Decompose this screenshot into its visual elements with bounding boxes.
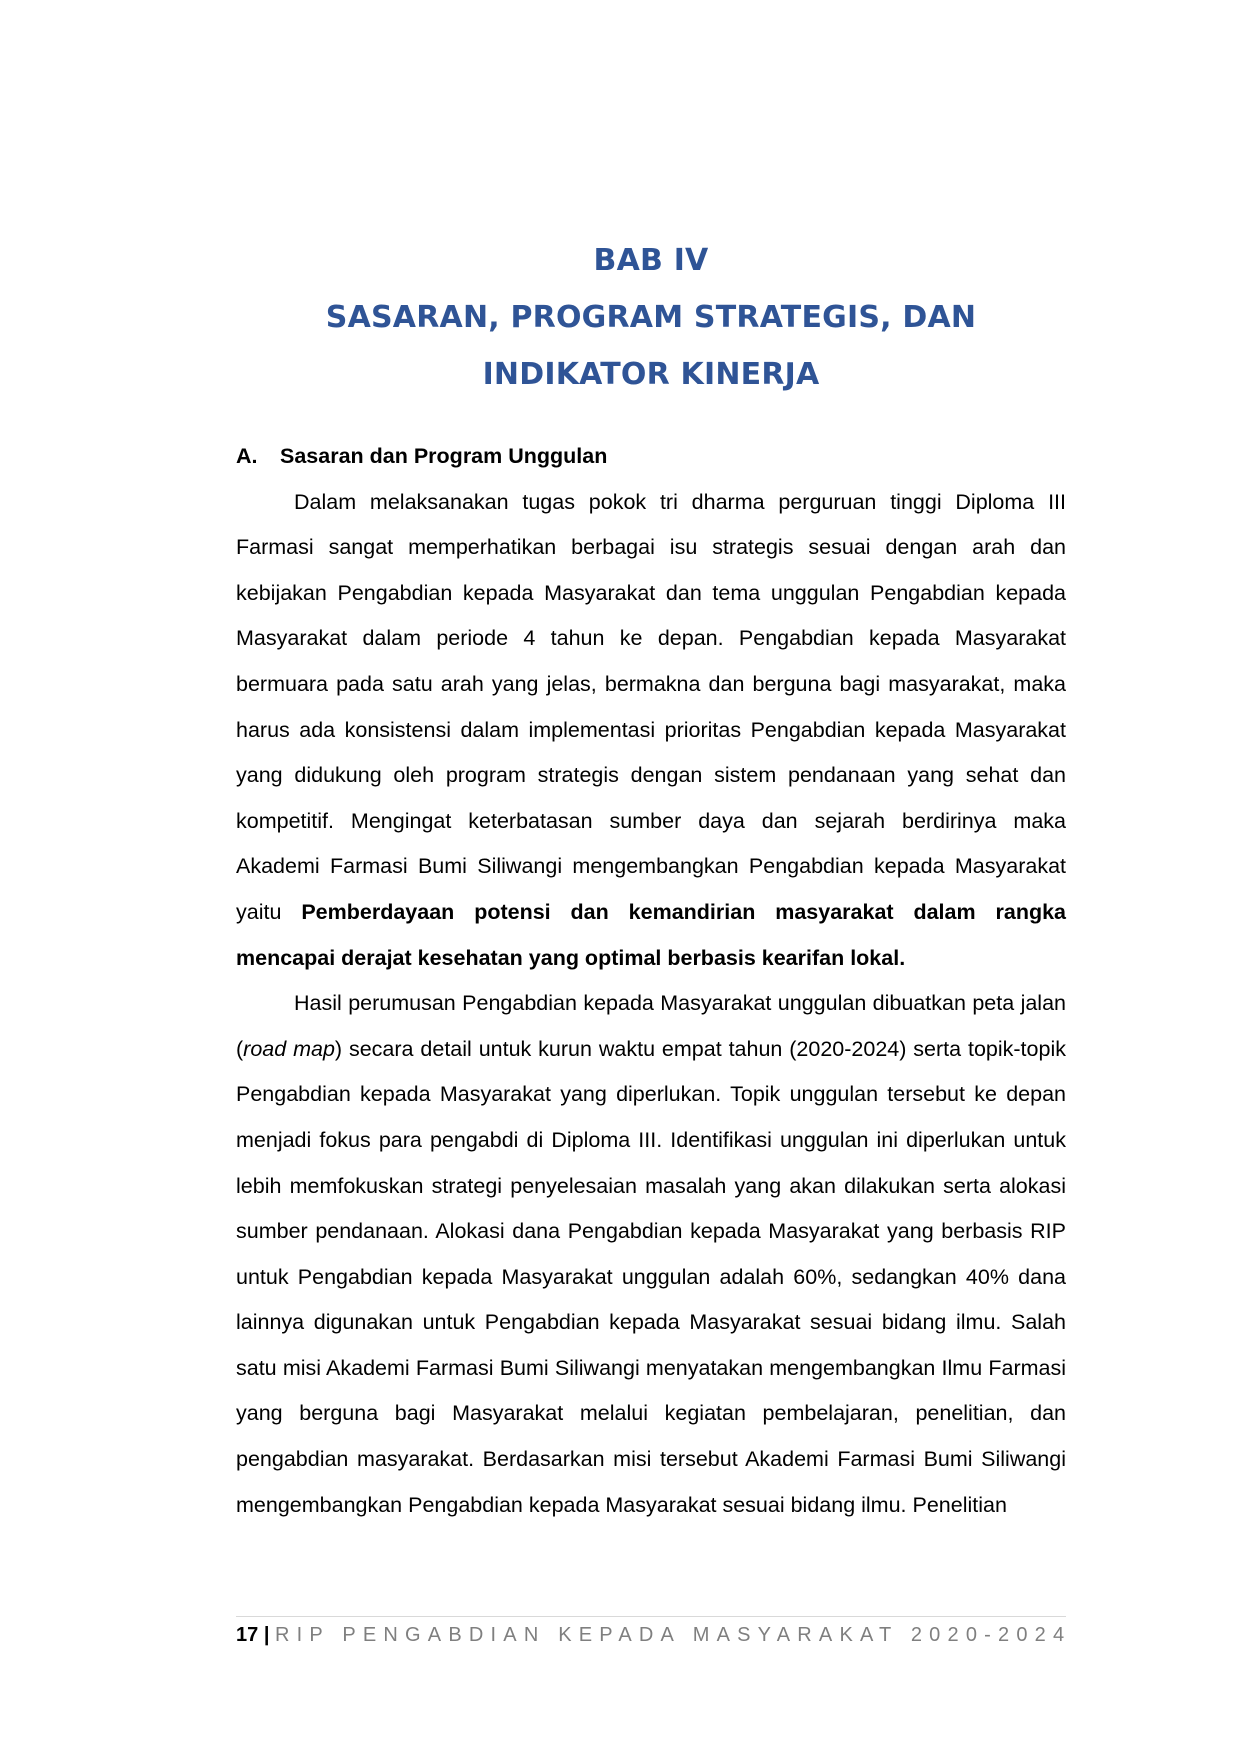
chapter-number: BAB IV (593, 243, 709, 278)
footer-title: RIP PENGABDIAN KEPADA MASYARAKAT 2020-2024 (274, 1624, 1072, 1646)
paragraph-2-text-after: ) secara detail untuk kurun waktu empat tahun (2020-2024) serta topik-topik Pengabdian kepada Masyarakat yang diperlukan. Topik unggulan tersebut ke depan menjadi fokus para pengabdi di Diploma III. Identifikasi unggulan ini diperlukan untuk lebih memfokuskan strategi penyelesaian masalah yang akan dilakukan serta alokasi sumber pendanaan. Alokasi dana Pengabdian kepada Masyarakat yang berbasis RIP untuk Pengabdian kepada Masyarakat unggulan adalah 60%, sedangkan 40% dana lainnya digunakan untuk Pengabdian kepada Masyarakat sesuai bidang ilmu. Salah satu misi Akademi Farmasi Bumi Siliwangi menyatakan mengembangkan Ilmu Farmasi yang berguna bagi Masyarakat melalui kegiatan pembelajaran, penelitian, dan pengabdian masyarakat. Berdasarkan misi tersebut Akademi Farmasi Bumi Siliwangi mengembangkan Pengabdian kepada Masyarakat sesuai bidang ilmu. Penelitian (236, 1036, 1066, 1517)
paragraph-2 (236, 981, 1066, 1528)
chapter-title-line-2: INDIKATOR KINERJA (482, 357, 820, 392)
chapter-title-line-1: SASARAN, PROGRAM STRATEGIS, DAN (325, 300, 977, 335)
page-number: 17 (236, 1624, 259, 1646)
footer-separator: | (263, 1624, 270, 1646)
document-body (236, 434, 1066, 1528)
paragraph-2-italic-text: road map (243, 1036, 335, 1061)
paragraph-1-bold-text: Pemberdayaan potensi dan kemandirian masyarakat dalam rangka mencapai derajat kesehatan yang optimal berbasis kearifan lokal. (236, 899, 1067, 970)
section-title: Sasaran dan Program Unggulan (280, 444, 608, 468)
section-number: A. (236, 444, 258, 468)
paragraph-1 (236, 480, 1066, 982)
footer-divider (236, 1616, 1066, 1617)
paragraph-2-text-before: Hasil perumusan Pengabdian kepada Masyarakat unggulan dibuatkan peta jalan ( (236, 991, 1066, 1061)
chapter-heading (236, 232, 1066, 403)
paragraph-1-text: Dalam melaksanakan tugas pokok tri dharma perguruan tinggi Diploma III Farmasi sangat memperhatikan berbagai isu strategis sesuai dengan arah dan kebijakan Pengabdian kepada Masyarakat dan tema unggulan Pengabdian kepada Masyarakat dalam periode 4 tahun ke depan. Pengabdian kepada Masyarakat bermuara pada satu arah yang jelas, bermakna dan berguna bagi masyarakat, maka harus ada konsistensi dalam implementasi prioritas Pengabdian kepada Masyarakat yang didukung oleh program strategis dengan sistem pendanaan yang sehat dan kompetitif. Mengingat keterbatasan sumber daya dan sejarah berdirinya maka Akademi Farmasi Bumi Siliwangi mengembangkan Pengabdian kepada Masyarakat yaitu (236, 489, 1066, 924)
page-footer (236, 1622, 1072, 1648)
section-heading (236, 434, 1066, 480)
